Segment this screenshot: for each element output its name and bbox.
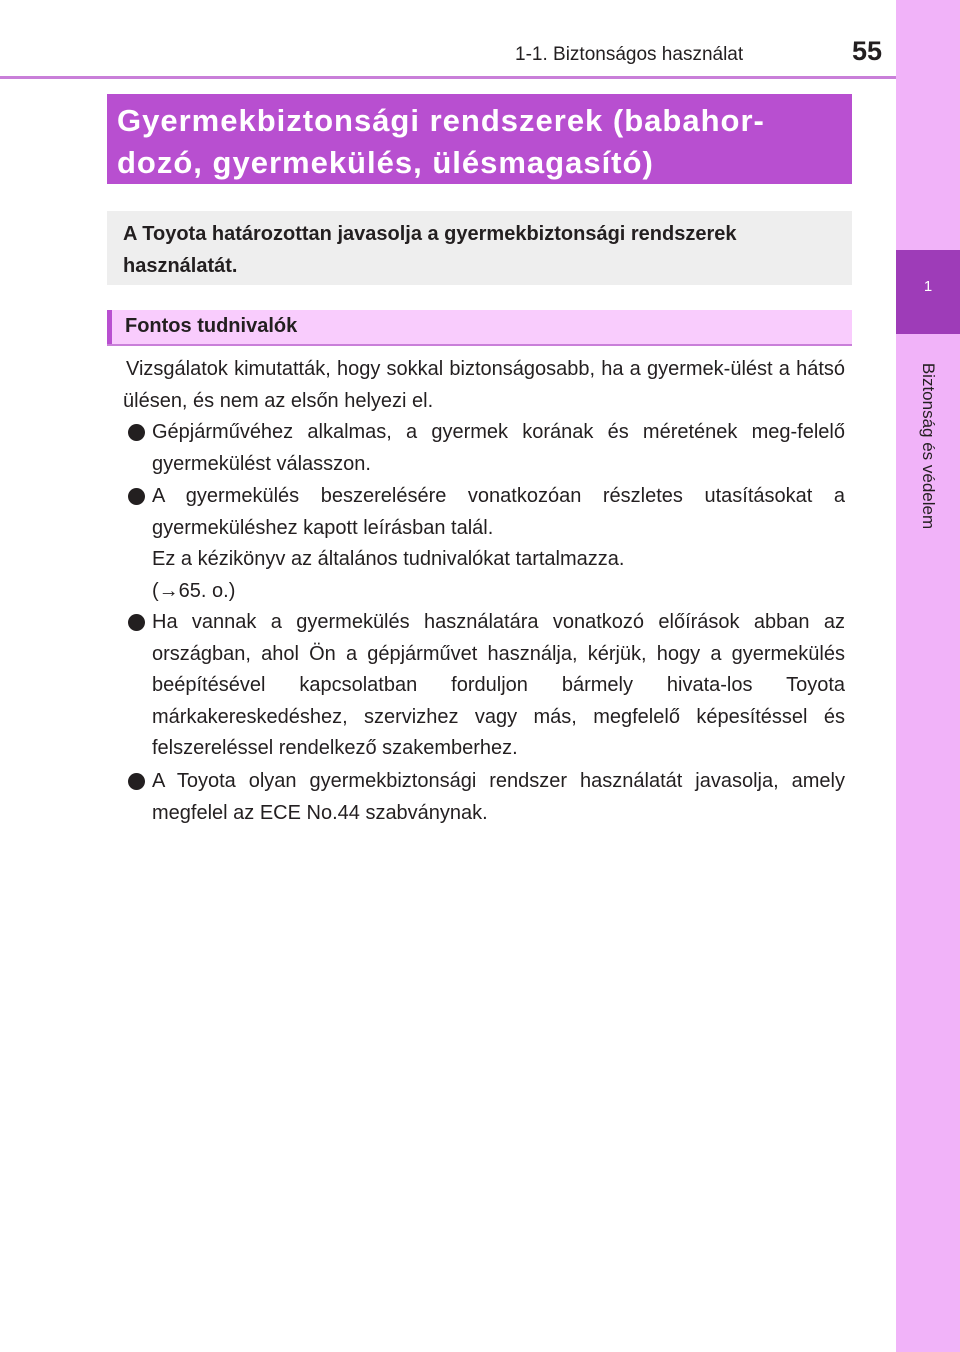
notes-title: Fontos tudnivalók bbox=[125, 315, 298, 337]
intro-text: A Toyota határozottan javasolja a gyermekbiztonsági rendszerek használatát. bbox=[123, 223, 737, 277]
section-title-line-1: Gyermekbiztonsági rendszerek (babahor- bbox=[117, 103, 765, 138]
bullet-text: A Toyota olyan gyermekbiztonsági rendszer használatát javasolja, amely megfelel az ECE No.44 szabványnak. bbox=[152, 770, 845, 824]
bullet-text bbox=[152, 481, 845, 607]
bullet-item bbox=[123, 607, 845, 765]
bullet-icon bbox=[128, 614, 145, 631]
chapter-number: 1 bbox=[923, 278, 933, 295]
page-reference: (→65. o.) bbox=[152, 579, 236, 602]
chapter-side-tab bbox=[896, 0, 960, 1352]
bullet-icon bbox=[128, 488, 145, 505]
bullet-text: Gépjárművéhez alkalmas, a gyermek korának és méretének meg-felelő gyermekülést válasszon. bbox=[152, 421, 845, 475]
bullet-icon bbox=[128, 424, 145, 441]
bullet-item bbox=[123, 417, 845, 480]
bullet-text: Ha vannak a gyermekülés használatára vonatkozó előírások abban az országban, ahol Ön a gépjárművet használja, kérjük, hogy a gyermekülés beépítésével kapcsolatban forduljon bármely hivata-los Toyota márkakereskedéshez, szervizhez vagy más, megfelelő képesítéssel és felszereléssel rendelkező szakemberhez. bbox=[152, 611, 845, 759]
header-section-title: 1-1. Biztonságos használat bbox=[515, 44, 744, 65]
notes-accent-bar bbox=[107, 310, 112, 344]
bullet-icon bbox=[128, 773, 145, 790]
section-title-box bbox=[107, 94, 852, 184]
intro-box bbox=[107, 211, 852, 285]
bullet-item bbox=[123, 766, 845, 829]
page-number: 55 bbox=[852, 36, 883, 66]
header-divider bbox=[0, 76, 896, 79]
notes-paragraph: Vizsgálatok kimutatták, hogy sokkal biztonságosabb, ha a gyermek-ülést a hátsó ülésen, és nem az elsőn helyezi el. bbox=[123, 358, 845, 412]
bullet-main-text: A gyermekülés beszerelésére vonatkozóan részletes utasításokat a gyermeküléshez kapott leírásban talál. bbox=[152, 485, 845, 539]
chapter-title: Biztonság és védelem bbox=[919, 362, 938, 530]
bullet-item bbox=[123, 481, 845, 607]
section-title-line-2: dozó, gyermekülés, ülésmagasító) bbox=[117, 145, 654, 180]
bullet-extra-line: Ez a kézikönyv az általános tudnivalókat tartalmazza. bbox=[152, 548, 625, 570]
section-title bbox=[117, 100, 842, 184]
notes-header bbox=[107, 310, 852, 346]
